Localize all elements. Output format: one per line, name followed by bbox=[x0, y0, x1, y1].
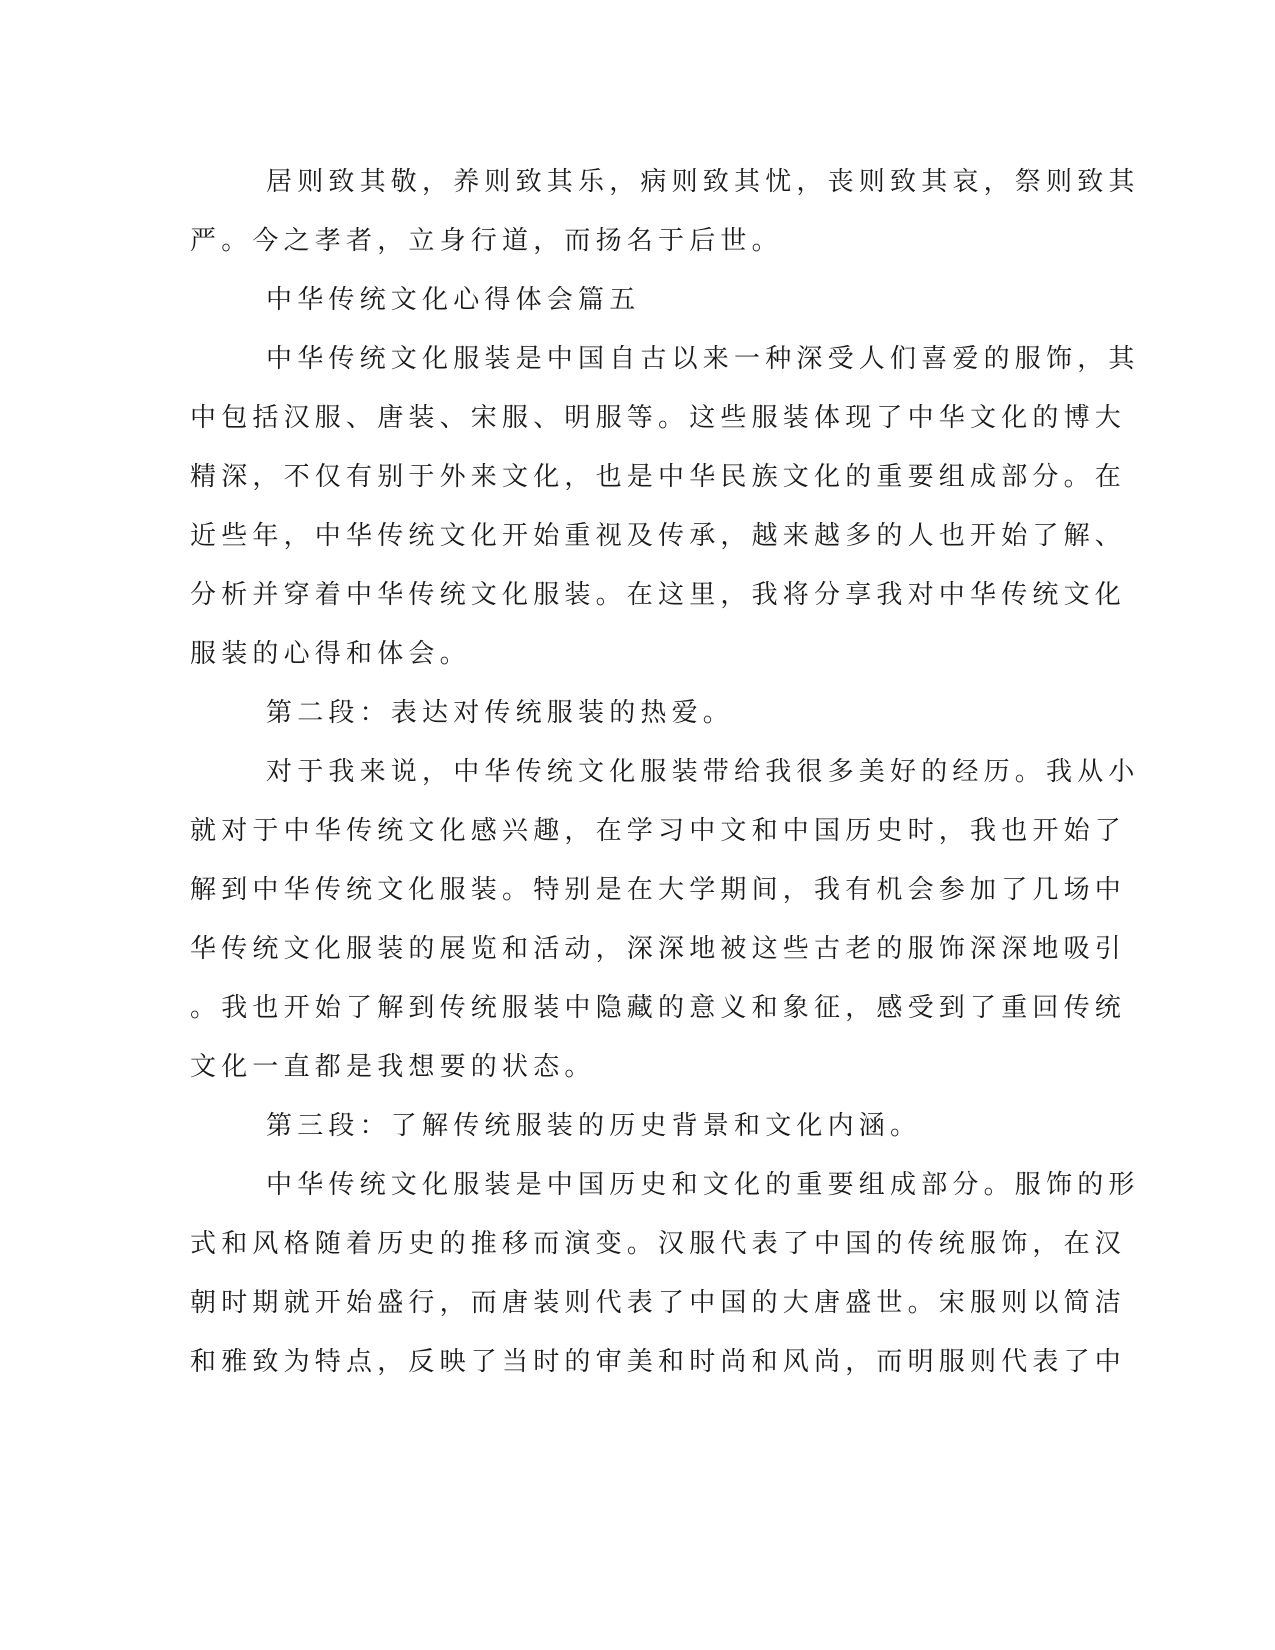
text-line: 和雅致为特点，反映了当时的审美和时尚和风尚，而明服则代表了中 bbox=[190, 1347, 1127, 1377]
text-line: 精深，不仅有别于外来文化，也是中华民族文化的重要组成部分。在 bbox=[190, 462, 1127, 492]
text-line: 式和风格随着历史的推移而演变。汉服代表了中国的传统服饰，在汉 bbox=[190, 1229, 1127, 1259]
text-line: 华传统文化服装的展览和活动，深深地被这些古老的服饰深深地吸引 bbox=[190, 934, 1127, 964]
text-line: 中华传统文化服装是中国历史和文化的重要组成部分。服饰的形 bbox=[266, 1170, 1140, 1200]
paragraph-heading: 第三段：了解传统服装的历史背景和文化内涵。 bbox=[266, 1111, 922, 1141]
text-line: 。我也开始了解到传统服装中隐藏的意义和象征，感受到了重回传统 bbox=[190, 993, 1127, 1023]
text-line: 朝时期就开始盛行，而唐装则代表了中国的大唐盛世。宋服则以简洁 bbox=[190, 1288, 1127, 1318]
text-line: 对于我来说，中华传统文化服装带给我很多美好的经历。我从小 bbox=[266, 757, 1140, 787]
text-line: 分析并穿着中华传统文化服装。在这里，我将分享我对中华传统文化 bbox=[190, 580, 1127, 610]
text-line: 中华传统文化服装是中国自古以来一种深受人们喜爱的服饰，其 bbox=[266, 344, 1140, 374]
section-title: 中华传统文化心得体会篇五 bbox=[266, 285, 641, 315]
text-line: 文化一直都是我想要的状态。 bbox=[190, 1052, 596, 1082]
text-line: 中包括汉服、唐装、宋服、明服等。这些服装体现了中华文化的博大 bbox=[190, 403, 1127, 433]
text-line: 就对于中华传统文化感兴趣，在学习中文和中国历史时，我也开始了 bbox=[190, 816, 1127, 846]
text-line: 居则致其敬，养则致其乐，病则致其忧，丧则致其哀，祭则致其 bbox=[266, 167, 1140, 197]
paragraph-heading: 第二段：表达对传统服装的热爱。 bbox=[266, 698, 735, 728]
text-line: 严。今之孝者，立身行道，而扬名于后世。 bbox=[190, 226, 783, 256]
text-line: 近些年，中华传统文化开始重视及传承，越来越多的人也开始了解、 bbox=[190, 521, 1127, 551]
text-line: 解到中华传统文化服装。特别是在大学期间，我有机会参加了几场中 bbox=[190, 875, 1127, 905]
text-line: 服装的心得和体会。 bbox=[190, 639, 471, 669]
